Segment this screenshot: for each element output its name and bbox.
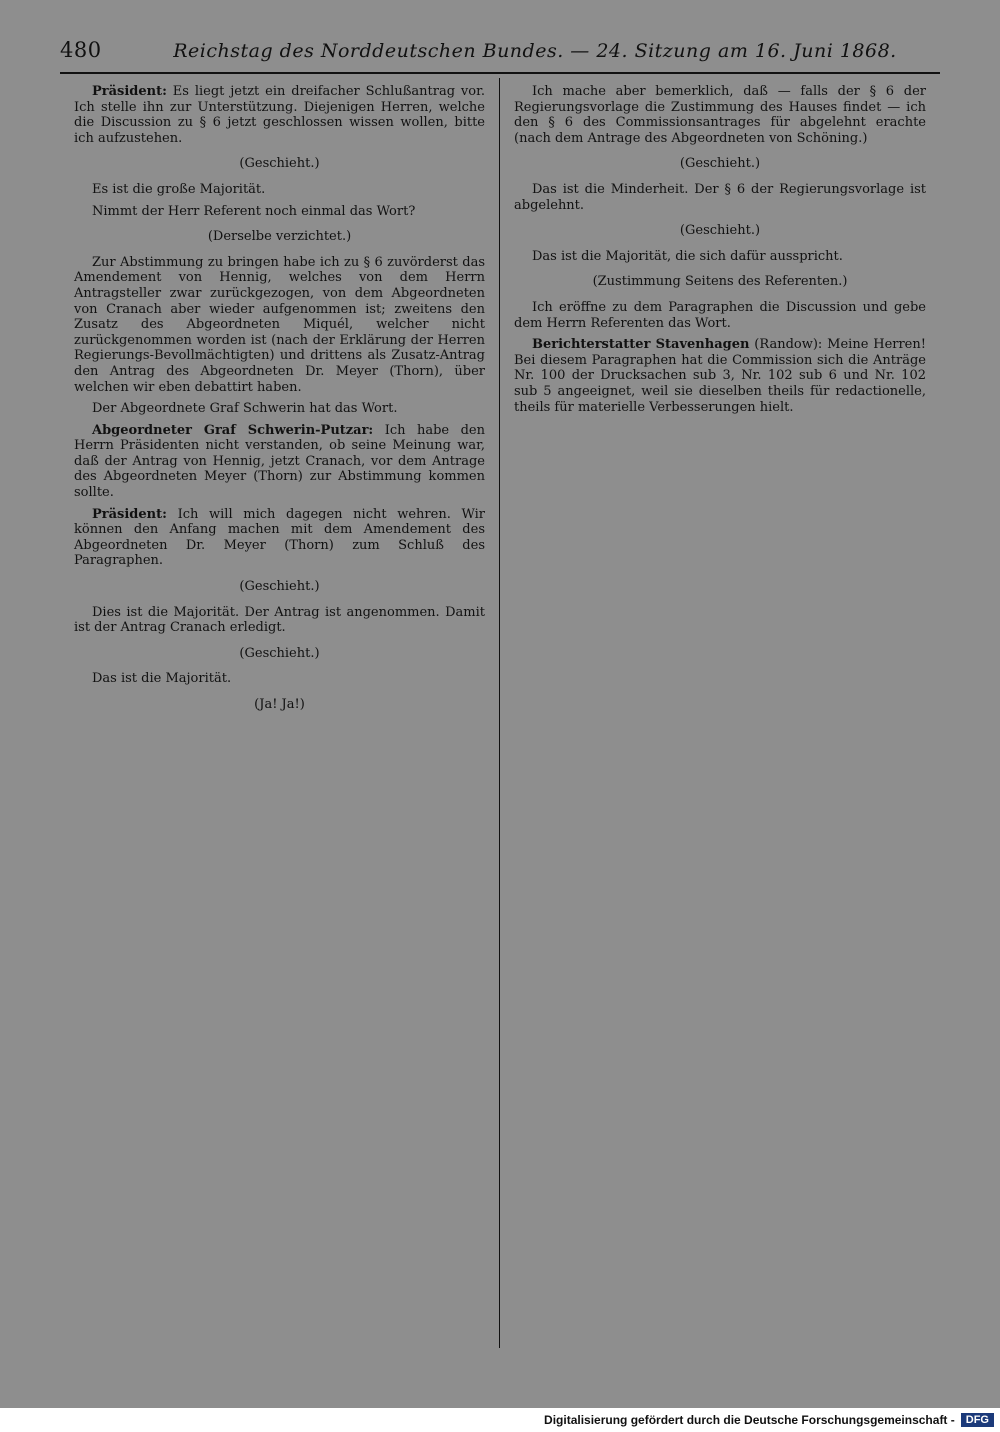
stage-direction: (Ja! Ja!) [254, 697, 305, 712]
text-columns [60, 78, 940, 1348]
paragraph [514, 337, 926, 415]
paragraph: Das ist die Minderheit. Der § 6 der Regierungsvorlage ist abgelehnt. [514, 181, 926, 213]
stage-direction: (Geschieht.) [239, 156, 320, 172]
paragraph-text: Ich will mich dagegen nicht wehren. Wir können den Anfang machen mit dem Amendement des Abgeordneten Dr. Meyer (Thorn) zum Schluß des Paragraphen. [74, 506, 485, 569]
paragraph: Ich eröffne zu dem Paragraphen die Discussion und gebe dem Herrn Referenten das Wort. [514, 299, 926, 331]
stage-direction: (Geschieht.) [679, 156, 761, 172]
paragraph: Es ist die große Majorität. [92, 181, 266, 197]
paragraph: Dies ist die Majorität. Der Antrag ist angenommen. Damit ist der Antrag Cranach erledigt. [74, 604, 485, 636]
footer-bar [0, 1408, 1000, 1432]
paragraph: Der Abgeordnete Graf Schwerin hat das Wort. [92, 401, 398, 417]
paragraph: Nimmt der Herr Referent noch einmal das Wort? [92, 203, 416, 219]
page-number: 480 [60, 38, 102, 62]
paragraph [74, 423, 485, 501]
paragraph: Ich mache aber bemerklich, daß — falls der § 6 der Regierungsvorlage die Zustimmung des Hauses findet — ich den § 6 des Commissionsantrages für abgelehnt erachte (nach dem Antrage des Abgeordneten von Schöning.) [514, 84, 926, 146]
stage-direction: (Zustimmung Seitens des Referenten.) [592, 274, 848, 290]
left-column [60, 78, 500, 1348]
paragraph-text: Es liegt jetzt ein dreifacher Schlußantrag vor. Ich stelle ihn zur Unterstützung. Diejenigen Herren, welche die Discussion zu § 6 jetzt geschlossen wissen wollen, bitte ich aufzustehen. [74, 84, 485, 146]
paragraph: Das ist die Majorität. [92, 671, 232, 687]
paragraph [74, 507, 485, 569]
speaker-name: Berichterstatter Stavenhagen [532, 337, 750, 353]
stage-direction: (Derselbe verzichtet.) [207, 229, 352, 245]
stage-direction: (Geschieht.) [239, 579, 320, 595]
speaker-name: Abgeordneter Graf Schwerin-Putzar: [92, 422, 374, 438]
paragraph: Zur Abstimmung zu bringen habe ich zu § 6 zuvörderst das Amendement von Hennig, welches von dem Herrn Antragsteller zwar zurückgezogen, von dem Abgeordneten von Cranach aber wieder aufgenommen ist; zweitens den Zusatz des Abgeordneten Miquél, welcher nicht zurückgenommen worden ist (nach der Erklärung der Herren Regierungs-Bevollmächtigten) und drittens als Zusatz-Antrag den Antrag des Abgeordneten Dr. Meyer (Thorn), über welchen wir eben debattirt haben. [74, 254, 485, 395]
page-header [60, 38, 940, 74]
running-title: Reichstag des Norddeutschen Bundes. — 24. Sitzung am 16. Juni 1868. [173, 40, 897, 62]
stage-direction: (Geschieht.) [239, 645, 320, 661]
speaker-name: Präsident: [92, 506, 167, 522]
right-column [500, 78, 940, 1348]
paragraph [74, 84, 485, 146]
stage-direction: (Geschieht.) [679, 223, 761, 239]
paragraph-text: Ich habe den Herrn Präsidenten nicht verstanden, ob seine Meinung war, daß der Antrag von Hennig, jetzt Cranach, vor dem Antrage des Abgeordneten Meyer (Thorn) zur Abstimmung kommen sollte. [74, 422, 485, 501]
footer-credit: Digitalisierung gefördert durch die Deutsche Forschungsgemeinschaft - [544, 1413, 955, 1427]
dfg-logo: DFG [961, 1413, 994, 1427]
paragraph: Das ist die Majorität, die sich dafür ausspricht. [532, 248, 843, 264]
paragraph-text: (Randow): Meine Herren! Bei diesem Paragraphen hat die Commission sich die Anträge Nr. 100 der Drucksachen sub 3, Nr. 102 sub 6 und Nr. 102 sub 5 angeeignet, weil sie dieselben theils für redactionelle, theils für materielle Verbesserungen hielt. [514, 337, 926, 415]
speaker-name: Präsident: [92, 84, 167, 99]
